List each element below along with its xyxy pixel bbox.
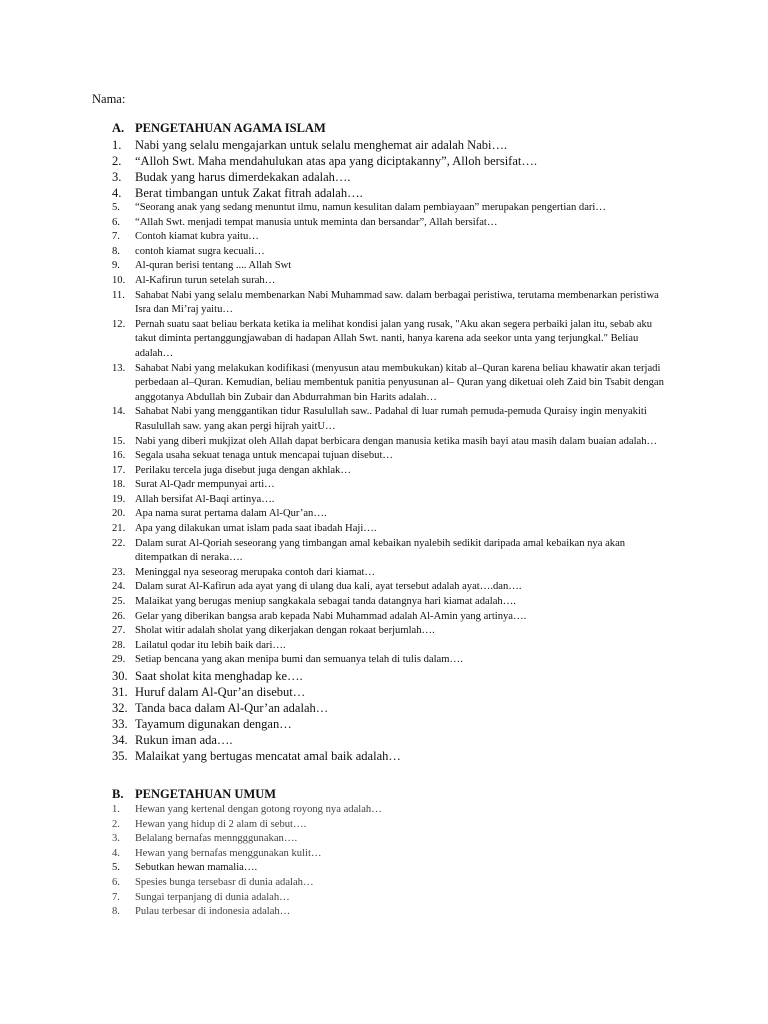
question-text: Allah bersifat Al-Baqi artinya…. (135, 493, 275, 505)
question-item (112, 137, 672, 153)
question-number: 15. (112, 435, 126, 447)
question-text: Al-quran berisi tentang .... Allah Swt (135, 260, 292, 272)
question-item (112, 716, 672, 732)
section-a-letter: A. (112, 121, 125, 135)
question-number: 20. (112, 508, 126, 520)
question-item (112, 700, 672, 716)
question-number: 13. (112, 362, 126, 374)
question-item (112, 245, 672, 260)
question-item (112, 748, 672, 764)
question-number: 16. (112, 450, 126, 462)
question-number: 7. (112, 231, 120, 243)
question-text: Huruf dalam Al-Qur’an disebut… (135, 685, 306, 699)
question-number: 24. (112, 581, 126, 593)
question-item (112, 610, 672, 625)
question-number: 2. (112, 818, 120, 830)
question-item (112, 832, 672, 847)
question-item (112, 818, 672, 833)
question-text: Surat Al-Qadr mempunyai arti… (135, 479, 275, 491)
question-item (112, 493, 672, 508)
question-item (112, 362, 672, 406)
question-item (112, 876, 672, 891)
question-number: 28. (112, 639, 126, 651)
question-number: 35. (112, 749, 128, 763)
question-number: 23. (112, 566, 126, 578)
question-item (112, 169, 672, 185)
question-text: Tayamum digunakan dengan… (135, 717, 292, 731)
question-text: Malaikat yang bertugas mencatat amal baik adalah… (135, 749, 401, 763)
question-item (112, 891, 672, 906)
question-item (112, 230, 672, 245)
question-text: Hewan yang hidup di 2 alam di sebut…. (135, 818, 307, 830)
section-a-title: PENGETAHUAN AGAMA ISLAM (135, 121, 326, 135)
section-b-letter: B. (112, 787, 124, 801)
question-text: Apa yang dilakukan umat islam pada saat ibadah Haji…. (135, 523, 377, 535)
question-text: Contoh kiamat kubra yaitu… (135, 231, 259, 243)
question-number: 27. (112, 625, 126, 637)
question-text: Sholat witir adalah sholat yang dikerjakan dengan rokaat berjumlah…. (135, 625, 435, 637)
question-item (112, 185, 672, 201)
question-item (112, 435, 672, 450)
question-item (112, 522, 672, 537)
section-b-questions (112, 803, 672, 920)
question-number: 11. (112, 289, 125, 301)
question-text: Setiap bencana yang akan menipa bumi dan semuanya telah di tulis dalam…. (135, 654, 463, 666)
question-item (112, 580, 672, 595)
question-number: 5. (112, 862, 120, 874)
question-item (112, 537, 672, 566)
question-item (112, 201, 672, 216)
question-text: Al-Kafirun turun setelah surah… (135, 274, 276, 286)
question-text: Spesies bunga tersebasr di dunia adalah… (135, 876, 314, 888)
question-text: Saat sholat kita menghadap ke…. (135, 669, 303, 683)
question-number: 2. (112, 154, 122, 168)
question-text: “Allah Swt. menjadi tempat manusia untuk meminta dan bersandar”, Allah bersifat… (135, 216, 498, 228)
question-number: 5. (112, 202, 120, 213)
question-text: Sungai terpanjang di dunia adalah… (135, 891, 290, 903)
question-item (112, 216, 672, 231)
question-item (112, 803, 672, 818)
question-text: Gelar yang diberikan bangsa arab kepada Nabi Muhammad adalah Al-Amin yang artinya…. (135, 610, 527, 622)
question-text: Sebutkan hewan mamalia…. (135, 862, 258, 874)
question-text: Tanda baca dalam Al-Qur’an adalah… (135, 701, 329, 715)
question-item (112, 861, 672, 876)
question-number: 29. (112, 654, 126, 666)
question-number: 33. (112, 717, 128, 731)
section-b-heading (112, 787, 276, 802)
question-text: Hewan yang bernafas menggunakan kulit… (135, 847, 322, 859)
question-item (112, 289, 672, 318)
question-number: 31. (112, 685, 128, 699)
question-number: 26. (112, 610, 126, 622)
section-b-title: PENGETAHUAN UMUM (135, 787, 277, 801)
question-number: 7. (112, 891, 120, 903)
question-number: 18. (112, 479, 126, 491)
question-item (112, 507, 672, 522)
section-a-heading (112, 121, 326, 136)
section-a-questions (112, 137, 672, 764)
question-text: Nabi yang selalu mengajarkan untuk selalu menghemat air adalah Nabi…. (135, 138, 508, 152)
question-number: 25. (112, 596, 126, 608)
question-number: 8. (112, 245, 120, 257)
question-number: 10. (112, 274, 126, 286)
question-text: Dalam surat Al-Qoriah seseorang yang timbangan amal kebaikan nyalebih sedikit daripada amal kebaikan nya akan ditempatkan di neraka…. (135, 537, 626, 564)
question-item (112, 639, 672, 654)
question-text: Hewan yang kertenal dengan gotong royong nya adalah… (135, 804, 382, 815)
question-number: 19. (112, 493, 126, 505)
question-text: contoh kiamat sugra kecuali… (135, 245, 265, 257)
question-number: 3. (112, 170, 122, 184)
question-text: Belalang bernafas menngggunakan…. (135, 833, 298, 845)
question-number: 17. (112, 464, 126, 476)
question-number: 21. (112, 523, 126, 535)
question-item (112, 478, 672, 493)
question-number: 6. (112, 876, 120, 888)
question-text: Rukun iman ada…. (135, 733, 233, 747)
question-number: 34. (112, 733, 128, 747)
question-number: 22. (112, 537, 126, 549)
question-item (112, 668, 672, 684)
question-text: Perilaku tercela juga disebut juga dengan akhlak… (135, 464, 351, 476)
question-number: 12. (112, 318, 126, 330)
question-text: Dalam surat Al-Kafirun ada ayat yang di ulang dua kali, ayat tersebut adalah ayat….dan…. (135, 581, 522, 593)
question-number: 1. (112, 138, 122, 152)
question-text: Sahabat Nabi yang menggantikan tidur Rasulullah saw.. Padahal di luar rumah pemuda-pemuda Quraisy ingin menyakiti Rasulullah saw. yang akan pergi hijrah yaitU… (135, 406, 647, 432)
question-text: “Seorang anak yang sedang menuntut ilmu, namun kesulitan dalam pembiayaan” merupakan pengertian dari… (135, 202, 606, 213)
question-text: Apa nama surat pertama dalam Al-Qur’an…. (135, 508, 327, 520)
question-item (112, 405, 672, 434)
question-number: 6. (112, 216, 120, 228)
question-text: Pulau terbesar di indonesia adalah… (135, 906, 291, 918)
question-item (112, 732, 672, 748)
question-item (112, 153, 672, 169)
question-number: 30. (112, 669, 128, 683)
question-text: Nabi yang diberi mukjizat oleh Allah dapat berbicara dengan manusia ketika masih bayi atau masih dalam buaian adalah… (135, 435, 658, 447)
question-item (112, 464, 672, 479)
question-item (112, 905, 672, 920)
question-number: 4. (112, 186, 122, 200)
question-item (112, 653, 672, 668)
question-item (112, 274, 672, 289)
question-item (112, 318, 672, 362)
question-item (112, 566, 672, 581)
question-text: Pernah suatu saat beliau berkata ketika ia melihat kondisi jalan yang rusak, "Aku akan segera perbaiki jalan itu, sebab aku takut diminta pertanggungjawaban di hadapan Allah Swt. nanti, hanya karena ada seekor unta yang terjungkal." Beliau adalah… (135, 318, 653, 359)
question-item (112, 449, 672, 464)
question-number: 14. (112, 406, 126, 418)
question-text: Sahabat Nabi yang melakukan kodifikasi (menyusun atau membukukan) kitab al–Quran karena beliau khawatir akan terjadi perbedaan al–Quran. Kemudian, beliau membentuk panitia penyusunan al– Quran yang diketuai oleh Zaid bin Tsabit dengan anggotanya Abdullah bin Zubair dan Abdurrahman bin Harits adalah… (135, 362, 664, 403)
name-label: Nama: (92, 92, 126, 106)
question-number: 32. (112, 701, 128, 715)
question-text: Malaikat yang berugas meniup sangkakala sebagai tanda datangnya hari kiamat adalah…. (135, 596, 516, 608)
question-text: Budak yang harus dimerdekakan adalah…. (135, 170, 351, 184)
question-text: Sahabat Nabi yang selalu membenarkan Nabi Muhammad saw. dalam berbagai peristiwa, terutama membenarkan peristiwa Isra dan Mi’raj yaitu… (135, 289, 659, 316)
question-item (112, 595, 672, 610)
question-text: “Alloh Swt. Maha mendahulukan atas apa yang diciptakanny”, Alloh bersifat…. (135, 154, 537, 168)
question-item (112, 684, 672, 700)
question-number: 9. (112, 260, 120, 272)
question-text: Segala usaha sekuat tenaga untuk mencapai tujuan disebut… (135, 450, 393, 462)
question-item (112, 259, 672, 274)
question-number: 1. (112, 804, 120, 815)
question-text: Berat timbangan untuk Zakat fitrah adalah…. (135, 186, 363, 200)
question-text: Meninggal nya seseorag merupaka contoh dari kiamat… (135, 566, 376, 578)
question-text: Lailatul qodar itu lebih baik dari…. (135, 639, 286, 651)
question-number: 4. (112, 847, 120, 859)
question-number: 3. (112, 833, 120, 845)
question-item (112, 847, 672, 862)
question-item (112, 624, 672, 639)
question-number: 8. (112, 906, 120, 918)
